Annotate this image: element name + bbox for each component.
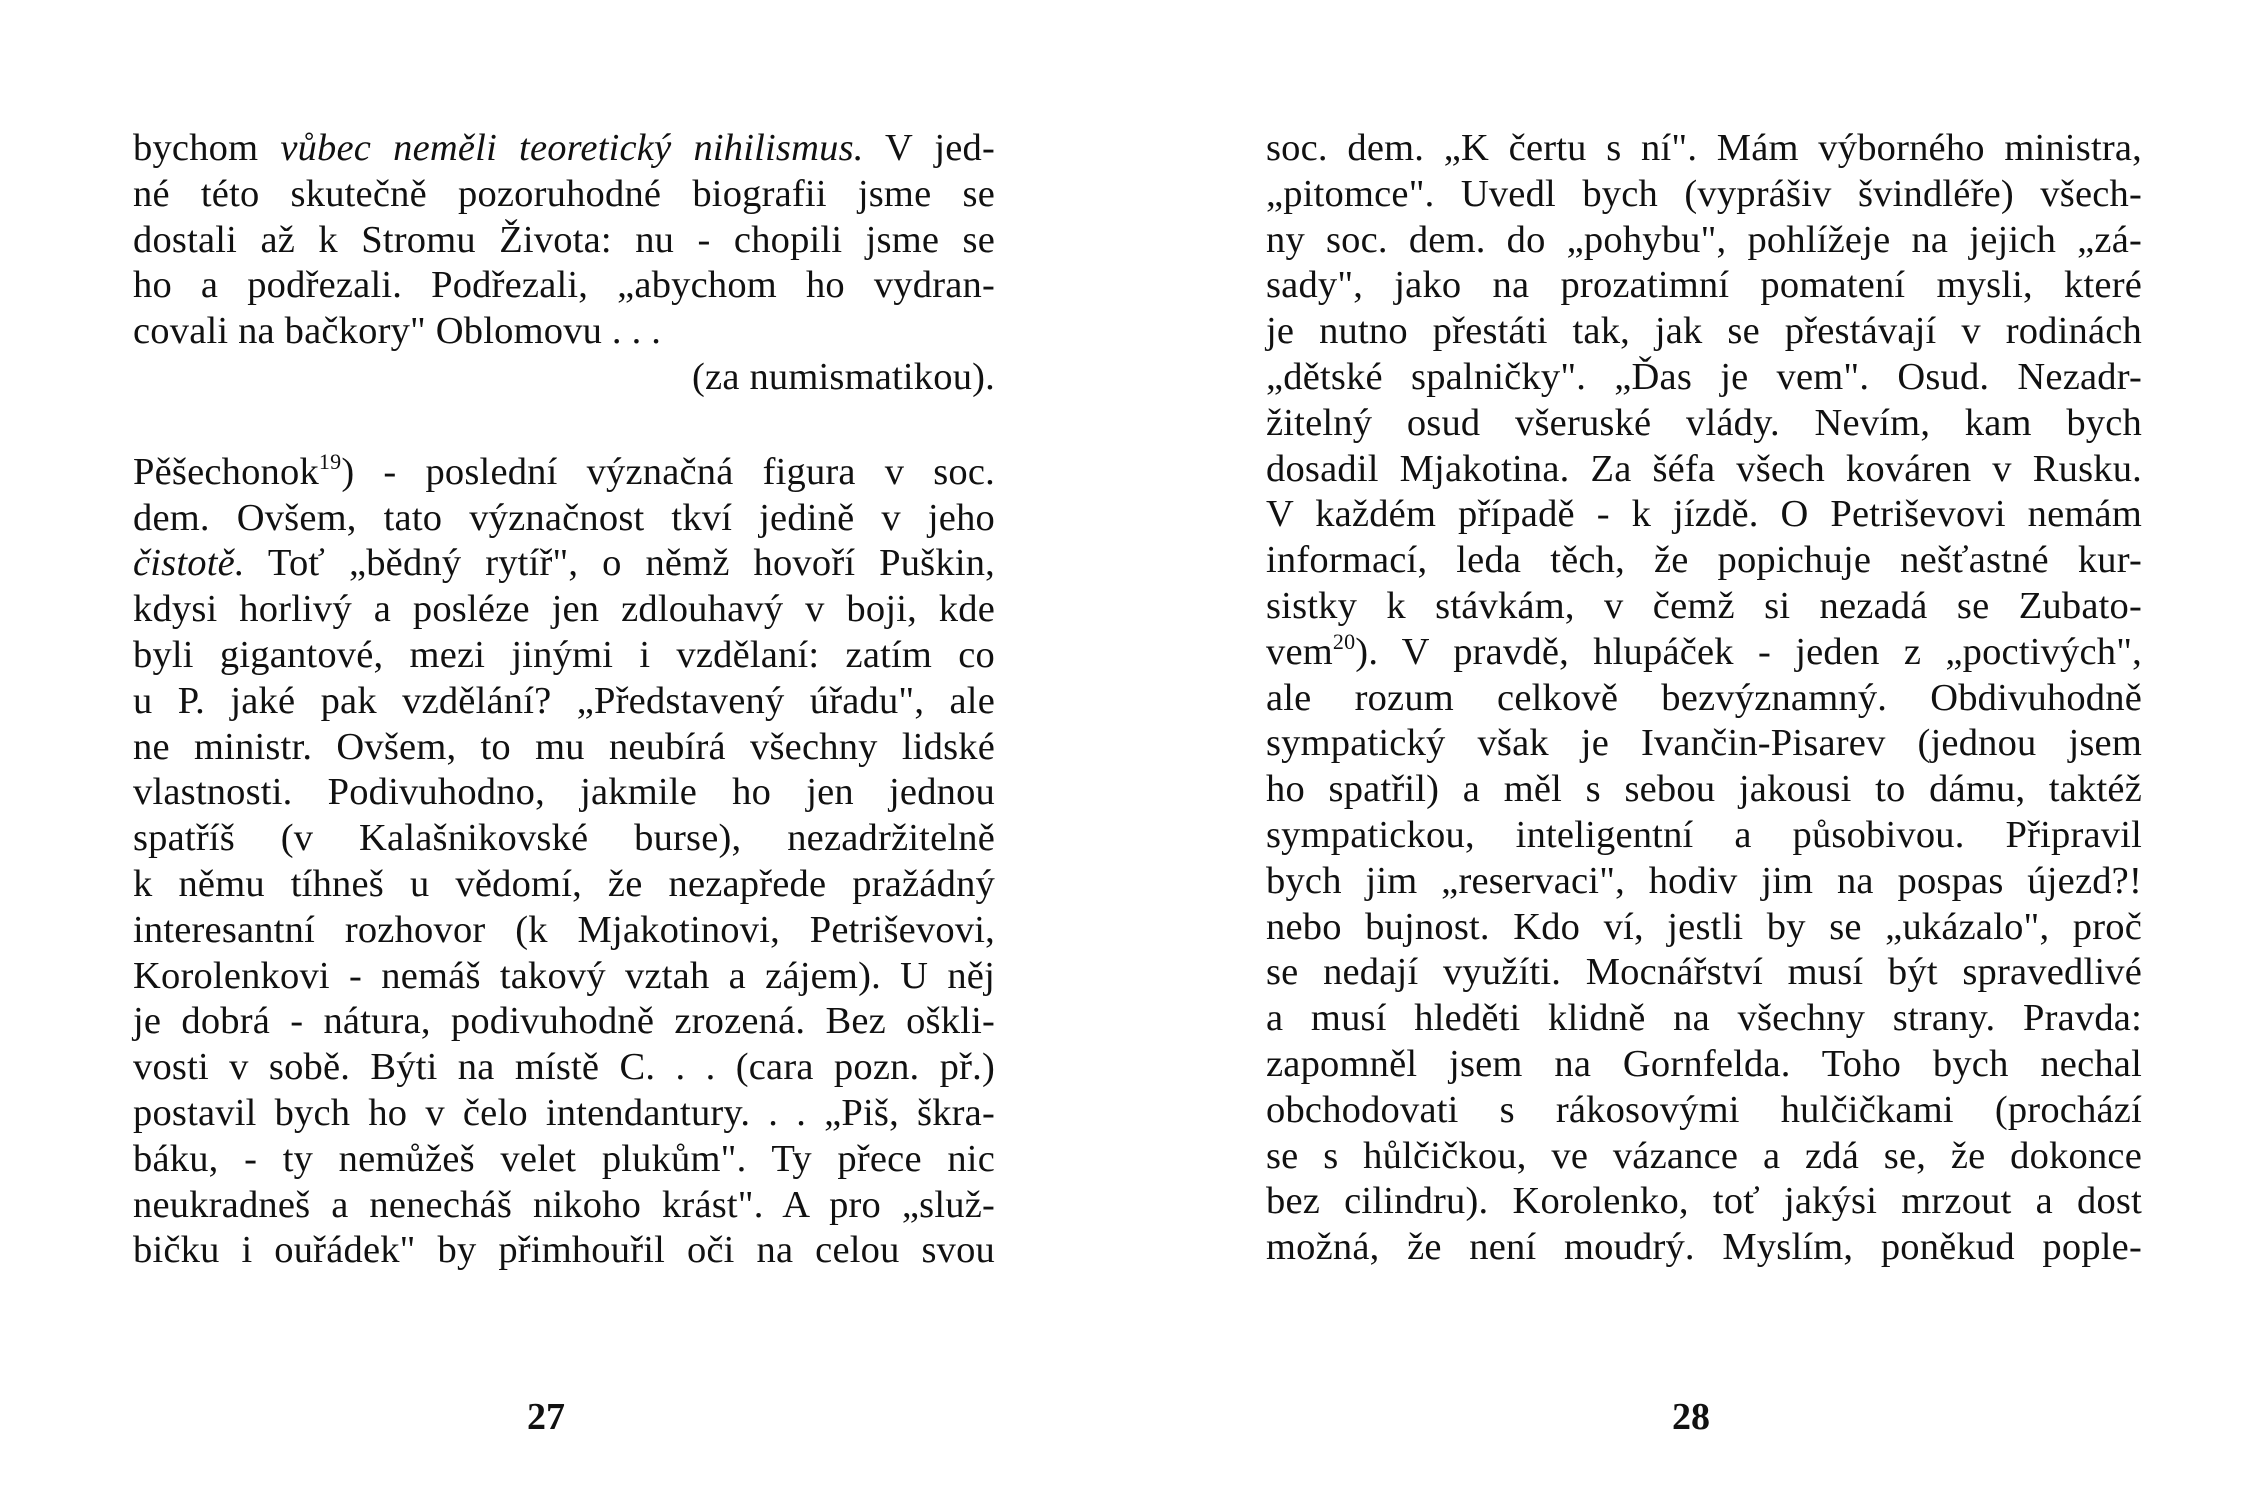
- text-line: sympatický však je Ivančin-Pisarev (jednou jsem: [1266, 722, 2142, 765]
- text-span: Pěšechonok: [133, 450, 319, 493]
- text-line: bych jim „reservaci", hodiv jim na pospas újezd?!: [1266, 859, 2142, 902]
- text-line: ny soc. dem. do „pohybu", pohlížeje na jejich „zá-: [1266, 218, 2142, 261]
- text-line: neukradneš a nenecháš nikoho krást". A pro „služ-: [133, 1183, 995, 1226]
- text-line: dostali až k Stromu Života: nu - chopili jsme se: [133, 218, 995, 261]
- text-line: [1266, 630, 2142, 676]
- page-number: 27: [527, 1396, 565, 1438]
- text-line: je nutno přestáti tak, jak se přestávají v rodinách: [1266, 310, 2142, 353]
- text-span: ). V pravdě, hlupáček - jeden z „poctivých",: [1355, 630, 2142, 673]
- text-line-right-aligned: (za numismatikou).: [692, 355, 995, 398]
- paragraph-gap: [133, 401, 995, 450]
- text-line: vlastnosti. Podivuhodno, jakmile ho jen jednou: [133, 771, 995, 814]
- text-line: nebo bujnost. Kdo ví, jestli by se „ukázalo", proč: [1266, 905, 2142, 948]
- text-line: kdysi horlivý a posléze jen zdlouhavý v boji, kde: [133, 588, 995, 631]
- text-line: „dětské spalničky". „Ďas je vem". Osud. Nezadr-: [1266, 355, 2142, 398]
- text-line: ne ministr. Ovšem, to mu neubírá všechny lidské: [133, 725, 995, 768]
- text-line: informací, leda těch, že popichuje nešťastné kur-: [1266, 539, 2142, 582]
- text-line: interesantní rozhovor (k Mjakotinovi, Petriševovi,: [133, 908, 995, 951]
- text-line: a musí hleděti klidně na všechny strany. Pravda:: [1266, 997, 2142, 1040]
- text-line: bičku i ouřádek" by přimhouřil oči na celou svou: [133, 1229, 995, 1272]
- footnote-ref: 20: [1332, 628, 1356, 654]
- text-line: postavil bych ho v čelo intendantury. . . „Piš, škra-: [133, 1091, 995, 1134]
- italic-emphasis: vůbec neměli teoretický nihilismus.: [280, 127, 864, 169]
- text-line: V každém případě - k jízdě. O Petriševovi nemám: [1266, 493, 2142, 536]
- text-line: sady", jako na prozatimní pomatení mysli, které: [1266, 264, 2142, 307]
- page-number: 28: [1672, 1396, 1710, 1438]
- text-line: možná, že není moudrý. Myslím, poněkud pople-: [1266, 1226, 2142, 1269]
- text-span: bychom: [133, 127, 281, 169]
- text-line: ho spatřil) a měl s sebou jakousi to dámu, taktéž: [1266, 768, 2142, 811]
- text-line: „pitomce". Uvedl bych (vyprášiv švindléře) všech-: [1266, 172, 2142, 215]
- text-line: žitelný osud všeruské vlády. Nevím, kam bych: [1266, 401, 2142, 444]
- text-line: u P. jaké pak vzdělání? „Představený úřadu", ale: [133, 679, 995, 722]
- text-line: ale rozum celkově bezvýznamný. Obdivuhodně: [1266, 676, 2142, 719]
- text-line: báku, - ty nemůžeš velet plukům". Ty přece nic: [133, 1137, 995, 1180]
- text-line: obchodovati s rákosovými hulčičkami (prochází: [1266, 1088, 2142, 1131]
- text-line: covali na bačkory" Oblomovu . . .: [133, 310, 662, 353]
- text-line: je dobrá - nátura, podivuhodně zrozená. Bez oškli-: [133, 1000, 995, 1043]
- text-line: [133, 126, 995, 172]
- text-line: Korolenkovi - nemáš takový vztah a zájem). U něj: [133, 954, 995, 997]
- text-line: k němu tíhneš u vědomí, že nezapřede pražádný: [133, 862, 995, 905]
- text-span: vem: [1266, 630, 1333, 673]
- right-page-text: [1266, 126, 2142, 1271]
- text-line: [133, 541, 995, 587]
- left-page-text: [133, 126, 995, 1274]
- text-line: sistky k stávkám, v čemž si nezadá se Zubato-: [1266, 584, 2142, 627]
- text-line: zapomněl jsem na Gornfelda. Toho bych nechal: [1266, 1042, 2142, 1085]
- text-line: ho a podřezali. Podřezali, „abychom ho vydran-: [133, 264, 995, 307]
- text-span: V jed-: [863, 127, 996, 169]
- text-line: [133, 450, 995, 496]
- text-line: se s hůlčičkou, ve vázance a zdá se, že dokonce: [1266, 1134, 2142, 1177]
- text-span: ) - poslední význačná figura v soc.: [341, 450, 995, 493]
- text-line: soc. dem. „K čertu s ní". Mám výborného ministra,: [1266, 127, 2142, 169]
- text-line: sympatickou, inteligentní a působivou. Připravil: [1266, 813, 2142, 856]
- text-span: Toť „bědný rytíř", o němž hovoří Puškin,: [244, 542, 995, 585]
- text-line: vosti v sobě. Býti na místě C. . . (cara pozn. př.): [133, 1046, 995, 1089]
- text-line: byli gigantové, mezi jinými i vzdělaní: zatím co: [133, 633, 995, 676]
- footnote-ref: 19: [318, 448, 342, 474]
- text-line: dem. Ovšem, tato význačnost tkví jedině v jeho: [133, 496, 995, 539]
- text-line: né této skutečně pozoruhodné biografii jsme se: [133, 172, 995, 215]
- italic-emphasis: čistotě.: [133, 542, 245, 585]
- text-line: dosadil Mjakotina. Za šéfa všech kováren v Rusku.: [1266, 447, 2142, 490]
- right-page: [1121, 0, 2242, 1500]
- text-line: bez cilindru). Korolenko, toť jakýsi mrzout a dost: [1266, 1180, 2142, 1223]
- text-line: se nedají využíti. Mocnářství musí být spravedlivé: [1266, 951, 2142, 994]
- text-line: spatříš (v Kalašnikovské burse), nezadržitelně: [133, 817, 995, 860]
